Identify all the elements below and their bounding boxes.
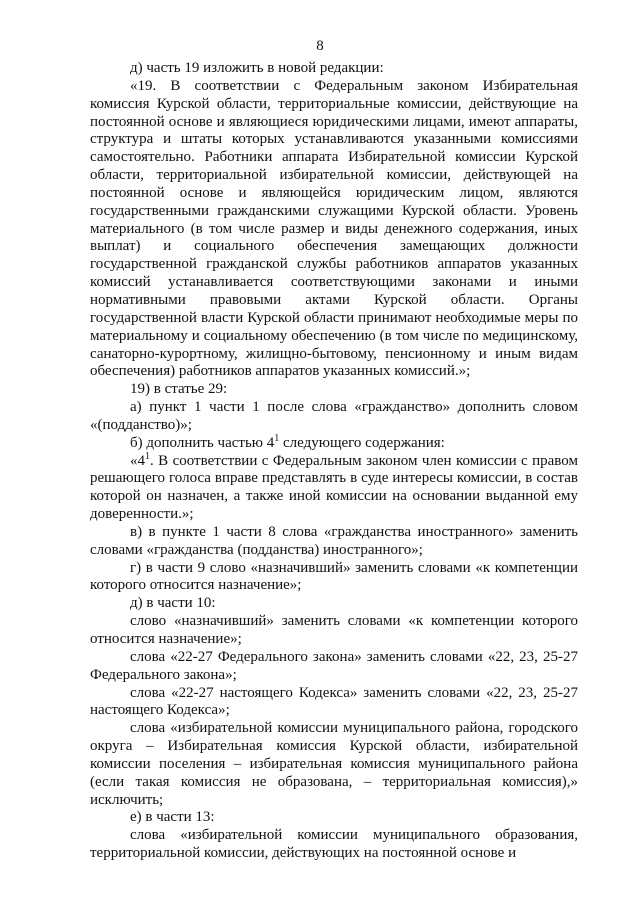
paragraph-replace-1: слово «назначивший» заменить словами «к компетенции которого относится назначение»; [90, 613, 578, 647]
document-text [90, 60, 578, 863]
superscript: 1 [145, 450, 150, 462]
text-run: следующего содержания: [279, 434, 445, 451]
paragraph-exclude: слова «избирательной комиссии муниципального района, городского округа – Избирательная комиссия Курской области, избирательной комиссии поселения – избирательная комиссия муниципального района (если такая комиссия не образована, – территориальная комиссия),» исключить; [90, 720, 578, 808]
paragraph-item-v: в) в пункте 1 части 8 слова «гражданства иностранного» заменить словами «гражданства (подданства) иностранного»; [90, 523, 578, 558]
paragraph-item-g: г) в части 9 слово «назначивший» заменить словами «к компетенции которого относится назначение»; [90, 559, 578, 594]
text-run: б) дополнить частью 4 [130, 434, 275, 451]
paragraph-replace-2: слова «22-27 Федерального закона» заменить словами «22, 23, 25-27 Федерального закона»; [90, 648, 578, 683]
page-number: 8 [316, 38, 324, 54]
text-run: «4 [130, 452, 145, 469]
paragraph-item-b [90, 432, 578, 453]
paragraph-article-29: 19) в статье 29: [130, 381, 228, 398]
paragraph-part-19-text: «19. В соответствии с Федеральным законом Избирательная комиссия Курской области, территориальные комиссии, действующие на постоянной основе и являющиеся юридическими лицами, имеют аппараты, структура и штаты которых устанавливаются указанными комиссиями самостоятельно. Работники аппарата Избирательной комиссии Курской области, территориальной избирательной комиссии, действующей на постоянной основе и являющейся юридическим лицом, являются государственными гражданскими служащими Курской области. Уровень материального (в том числе размер и виды денежного содержания, иных выплат) и социального обеспечения замещающих должности государственной гражданской службы работников аппаратов указанных комиссий устанавливается соответствующими законами и иными нормативными правовыми актами Курской области. Органы государственной власти Курской области принимают необходимые меры по материальному и социальному обеспечению (в том числе по медицинскому, санаторно-курортному, жилищно-бытовому, пенсионному и иным видам обеспечения) работников аппаратов указанных комиссий.»; [90, 77, 578, 380]
paragraph-item-d-part-19: д) часть 19 изложить в новой редакции: [130, 60, 384, 76]
paragraph-item-e: е) в части 13: [130, 809, 215, 826]
paragraph-item-d-part-10: д) в части 10: [130, 595, 216, 612]
paragraph-part-4-1-text [90, 450, 578, 524]
paragraph-replace-3: слова «22-27 настоящего Кодекса» заменить словами «22, 23, 25-27 настоящего Кодекса»; [90, 684, 578, 719]
text-run: . В соответствии с Федеральным законом член комиссии с правом решающего голоса вправе представлять в суде интересы комиссии, в состав которой он назначен, а также иной комиссии на основании выданной ему доверенности.»; [90, 452, 578, 523]
superscript: 1 [274, 432, 280, 444]
paragraph-item-a: а) пункт 1 части 1 после слова «гражданство» дополнить словом «(подданство)»; [90, 399, 578, 433]
paragraph-part-13-words: слова «избирательной комиссии муниципального образования, территориальной комиссии, действующих на постоянной основе и [90, 827, 578, 862]
